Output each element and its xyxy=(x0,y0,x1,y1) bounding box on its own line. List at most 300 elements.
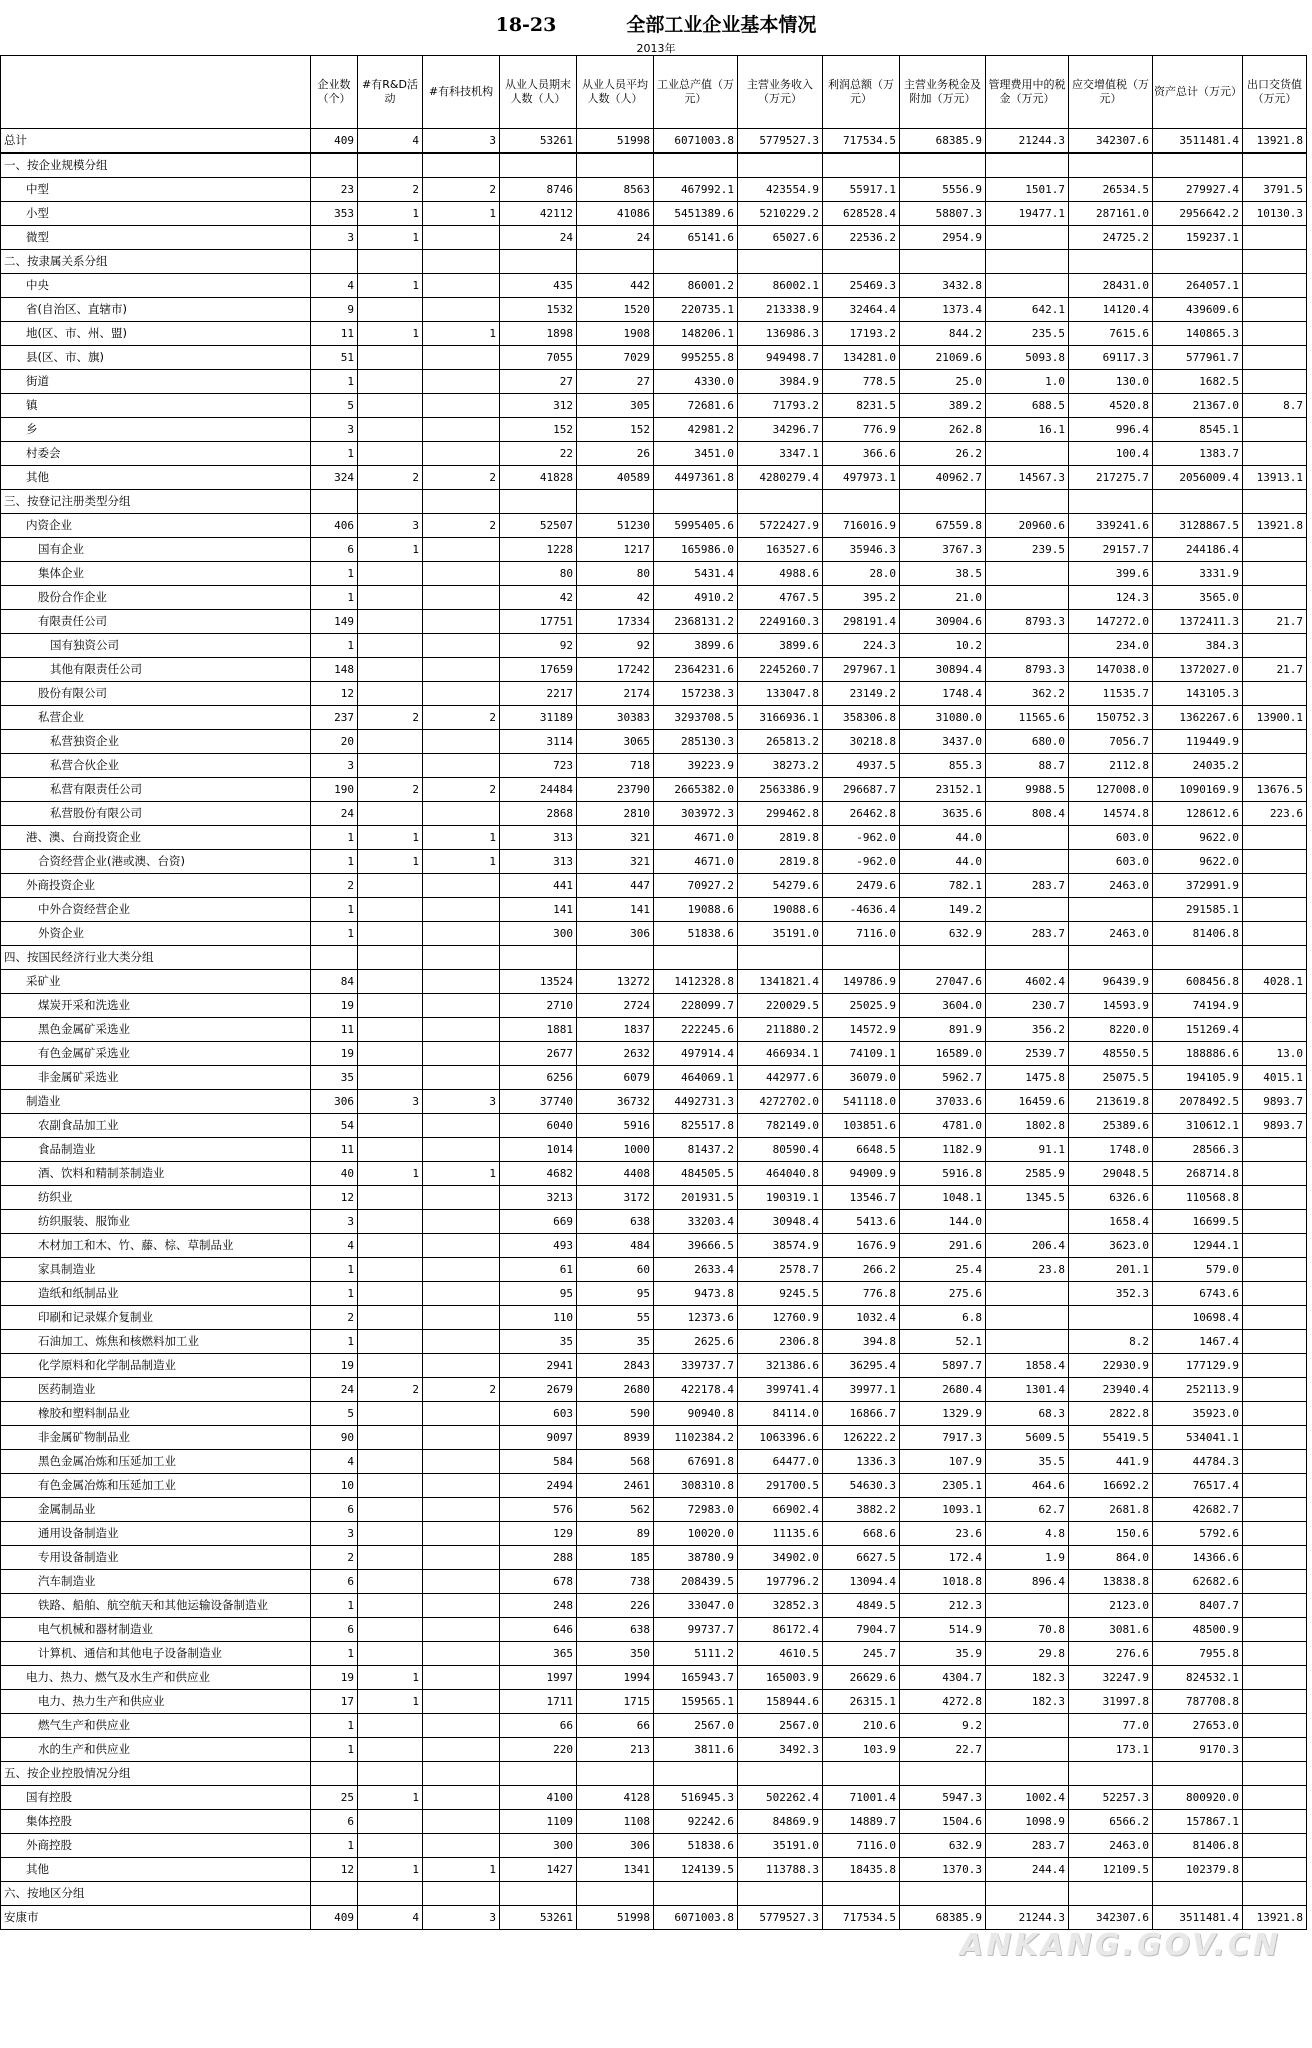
table-cell xyxy=(1153,1762,1243,1786)
table-cell: 152 xyxy=(577,418,654,442)
table-cell: 51998 xyxy=(577,1906,654,1930)
table-cell: 69117.3 xyxy=(1069,346,1153,370)
table-cell: 84 xyxy=(311,970,358,994)
table-cell: 64477.0 xyxy=(738,1450,823,1474)
table-cell: 16866.7 xyxy=(823,1402,900,1426)
table-row xyxy=(1,1186,1307,1210)
table-cell: 723 xyxy=(500,754,577,778)
table-cell xyxy=(1243,370,1307,394)
table-cell xyxy=(423,1330,500,1354)
page-title xyxy=(0,10,1312,37)
table-cell: 29157.7 xyxy=(1069,538,1153,562)
table-cell: 5995405.6 xyxy=(654,514,738,538)
table-cell: 22930.9 xyxy=(1069,1354,1153,1378)
table-cell: 7917.3 xyxy=(900,1426,986,1450)
table-cell: 776.9 xyxy=(823,418,900,442)
row-label: 中型 xyxy=(1,178,311,202)
table-cell: 4.8 xyxy=(986,1522,1069,1546)
table-cell: 4272702.0 xyxy=(738,1090,823,1114)
table-cell: 891.9 xyxy=(900,1018,986,1042)
table-cell: 466934.1 xyxy=(738,1042,823,1066)
row-label: 一、按企业规模分组 xyxy=(1,153,311,178)
table-cell xyxy=(358,1114,423,1138)
table-cell: 409 xyxy=(311,129,358,154)
table-cell xyxy=(823,250,900,274)
table-cell: 313 xyxy=(500,826,577,850)
table-cell: 399.6 xyxy=(1069,562,1153,586)
row-label: 合资经营企业(港或澳、台资) xyxy=(1,850,311,874)
table-cell: 1881 xyxy=(500,1018,577,1042)
table-cell: 1676.9 xyxy=(823,1234,900,1258)
table-cell xyxy=(577,1882,654,1906)
table-cell: 158944.6 xyxy=(738,1690,823,1714)
table-cell: 5916 xyxy=(577,1114,654,1138)
table-cell: 5556.9 xyxy=(900,178,986,202)
row-label: 制造业 xyxy=(1,1090,311,1114)
table-cell: 5451389.6 xyxy=(654,202,738,226)
table-cell xyxy=(1243,346,1307,370)
statistics-table xyxy=(0,55,1307,1930)
table-cell: 4028.1 xyxy=(1243,970,1307,994)
table-cell: 1373.4 xyxy=(900,298,986,322)
table-cell: 825517.8 xyxy=(654,1114,738,1138)
table-cell xyxy=(1243,250,1307,274)
row-label: 四、按国民经济行业大类分组 xyxy=(1,946,311,970)
table-cell: 568 xyxy=(577,1450,654,1474)
table-cell xyxy=(1243,730,1307,754)
table-cell xyxy=(423,1762,500,1786)
table-cell: 738 xyxy=(577,1570,654,1594)
table-cell: 283.7 xyxy=(986,1834,1069,1858)
table-cell: 26534.5 xyxy=(1069,178,1153,202)
table-cell: 152 xyxy=(500,418,577,442)
table-cell: 190319.1 xyxy=(738,1186,823,1210)
table-cell: 230.7 xyxy=(986,994,1069,1018)
row-label: 私营股份有限公司 xyxy=(1,802,311,826)
row-label: 总计 xyxy=(1,129,311,154)
table-row xyxy=(1,418,1307,442)
table-row xyxy=(1,538,1307,562)
table-cell: 30894.4 xyxy=(900,658,986,682)
table-cell xyxy=(1153,250,1243,274)
table-cell: 306 xyxy=(577,922,654,946)
year-label: 2013年 xyxy=(636,42,676,55)
table-cell: 80 xyxy=(577,562,654,586)
table-cell: 13900.1 xyxy=(1243,706,1307,730)
row-label: 农副食品加工业 xyxy=(1,1114,311,1138)
table-cell: 1014 xyxy=(500,1138,577,1162)
table-cell: 14366.6 xyxy=(1153,1546,1243,1570)
table-cell: 150752.3 xyxy=(1069,706,1153,730)
header-cell: #有科技机构 xyxy=(423,56,500,129)
table-cell: 291.6 xyxy=(900,1234,986,1258)
table-cell: 14567.3 xyxy=(986,466,1069,490)
table-cell: 6.8 xyxy=(900,1306,986,1330)
table-cell: 300 xyxy=(500,922,577,946)
table-cell: 86172.4 xyxy=(738,1618,823,1642)
table-cell: 366.6 xyxy=(823,442,900,466)
row-label: 中央 xyxy=(1,274,311,298)
table-cell: 1 xyxy=(358,274,423,298)
table-cell: 11 xyxy=(311,1018,358,1042)
table-cell: 5897.7 xyxy=(900,1354,986,1378)
table-cell: 21.0 xyxy=(900,586,986,610)
table-cell: 1032.4 xyxy=(823,1306,900,1330)
table-cell: 86002.1 xyxy=(738,274,823,298)
table-row xyxy=(1,1138,1307,1162)
table-row xyxy=(1,250,1307,274)
table-cell xyxy=(986,634,1069,658)
table-cell: 159237.1 xyxy=(1153,226,1243,250)
table-cell xyxy=(986,1594,1069,1618)
header-cell: 应交增值税（万元） xyxy=(1069,56,1153,129)
table-cell: 81437.2 xyxy=(654,1138,738,1162)
table-cell: 12 xyxy=(311,682,358,706)
row-label: 水的生产和供应业 xyxy=(1,1738,311,1762)
table-cell: 25389.6 xyxy=(1069,1114,1153,1138)
table-cell: 8793.3 xyxy=(986,610,1069,634)
table-cell xyxy=(358,1282,423,1306)
table-row xyxy=(1,1786,1307,1810)
table-cell: 32464.4 xyxy=(823,298,900,322)
table-cell: 6 xyxy=(311,538,358,562)
table-cell xyxy=(423,1594,500,1618)
header-row xyxy=(1,56,1307,129)
table-cell xyxy=(1243,1162,1307,1186)
table-cell: 66 xyxy=(500,1714,577,1738)
table-cell: 306 xyxy=(577,1834,654,1858)
table-cell: 8.2 xyxy=(1069,1330,1153,1354)
table-cell xyxy=(738,250,823,274)
table-cell: 484505.5 xyxy=(654,1162,738,1186)
row-label: 中外合资经营企业 xyxy=(1,898,311,922)
table-cell: 140865.3 xyxy=(1153,322,1243,346)
row-label: 村委会 xyxy=(1,442,311,466)
table-cell: 5609.5 xyxy=(986,1426,1069,1450)
table-cell: 312 xyxy=(500,394,577,418)
table-cell: 632.9 xyxy=(900,1834,986,1858)
table-cell xyxy=(358,418,423,442)
table-cell xyxy=(358,442,423,466)
table-cell xyxy=(577,153,654,178)
table-cell: 26462.8 xyxy=(823,802,900,826)
table-cell: 21.7 xyxy=(1243,610,1307,634)
table-row xyxy=(1,1882,1307,1906)
table-cell: 1475.8 xyxy=(986,1066,1069,1090)
table-cell: 12109.5 xyxy=(1069,1858,1153,1882)
table-cell xyxy=(423,1714,500,1738)
table-row xyxy=(1,658,1307,682)
table-cell xyxy=(358,1138,423,1162)
table-cell: 37740 xyxy=(500,1090,577,1114)
table-cell xyxy=(986,1330,1069,1354)
table-cell: 211880.2 xyxy=(738,1018,823,1042)
table-cell: 2 xyxy=(358,778,423,802)
table-cell: 2174 xyxy=(577,682,654,706)
table-cell: 1 xyxy=(358,1786,423,1810)
table-cell xyxy=(1243,322,1307,346)
table-cell: 30218.8 xyxy=(823,730,900,754)
table-cell: 1427 xyxy=(500,1858,577,1882)
table-cell: 2494 xyxy=(500,1474,577,1498)
table-cell: 23 xyxy=(311,178,358,202)
table-cell: 55 xyxy=(577,1306,654,1330)
table-cell: 1 xyxy=(358,850,423,874)
table-cell xyxy=(358,1258,423,1282)
table-cell xyxy=(358,1882,423,1906)
table-cell: 3128867.5 xyxy=(1153,514,1243,538)
table-cell xyxy=(1243,1594,1307,1618)
table-cell: 2563386.9 xyxy=(738,778,823,802)
table-cell: 1658.4 xyxy=(1069,1210,1153,1234)
table-cell xyxy=(1153,946,1243,970)
table-cell xyxy=(1243,1450,1307,1474)
table-cell: 632.9 xyxy=(900,922,986,946)
table-cell: 5779527.3 xyxy=(738,1906,823,1930)
table-cell: 13546.7 xyxy=(823,1186,900,1210)
table-cell: 949498.7 xyxy=(738,346,823,370)
table-cell: 2 xyxy=(423,514,500,538)
table-cell xyxy=(1243,274,1307,298)
table-cell: 3331.9 xyxy=(1153,562,1243,586)
table-row xyxy=(1,682,1307,706)
table-cell xyxy=(358,634,423,658)
row-label: 燃气生产和供应业 xyxy=(1,1714,311,1738)
table-cell xyxy=(986,226,1069,250)
table-row xyxy=(1,850,1307,874)
row-label: 化学原料和化学制品制造业 xyxy=(1,1354,311,1378)
table-cell: 149786.9 xyxy=(823,970,900,994)
table-cell: 287161.0 xyxy=(1069,202,1153,226)
table-cell: 35 xyxy=(577,1330,654,1354)
table-cell: 99737.7 xyxy=(654,1618,738,1642)
table-cell: 113788.3 xyxy=(738,1858,823,1882)
table-cell: 3604.0 xyxy=(900,994,986,1018)
table-cell: 1329.9 xyxy=(900,1402,986,1426)
table-cell: 1108 xyxy=(577,1810,654,1834)
table-cell: 1228 xyxy=(500,538,577,562)
table-cell: 126222.2 xyxy=(823,1426,900,1450)
table-cell: 2810 xyxy=(577,802,654,826)
table-cell: 628528.4 xyxy=(823,202,900,226)
table-cell: 32852.3 xyxy=(738,1594,823,1618)
table-cell: 13676.5 xyxy=(1243,778,1307,802)
table-cell xyxy=(423,898,500,922)
table-cell: 16692.2 xyxy=(1069,1474,1153,1498)
table-cell: 55917.1 xyxy=(823,178,900,202)
table-cell: 9622.0 xyxy=(1153,850,1243,874)
table-cell: 1504.6 xyxy=(900,1810,986,1834)
table-cell: 217275.7 xyxy=(1069,466,1153,490)
table-cell xyxy=(358,922,423,946)
table-cell: 1 xyxy=(358,1690,423,1714)
table-cell xyxy=(1243,1474,1307,1498)
table-row xyxy=(1,1306,1307,1330)
table-cell: 84869.9 xyxy=(738,1810,823,1834)
table-cell xyxy=(1153,153,1243,178)
table-cell xyxy=(1243,1330,1307,1354)
table-cell: 14889.7 xyxy=(823,1810,900,1834)
table-cell: 21244.3 xyxy=(986,1906,1069,1930)
table-cell xyxy=(358,1306,423,1330)
table-row xyxy=(1,298,1307,322)
table-cell: 7055 xyxy=(500,346,577,370)
row-label: 汽车制造业 xyxy=(1,1570,311,1594)
table-cell xyxy=(1243,1570,1307,1594)
table-cell: 128612.6 xyxy=(1153,802,1243,826)
table-cell xyxy=(654,1762,738,1786)
table-cell: 896.4 xyxy=(986,1570,1069,1594)
table-cell xyxy=(577,250,654,274)
table-cell: 86001.2 xyxy=(654,274,738,298)
table-cell: 603.0 xyxy=(1069,850,1153,874)
table-cell: 165986.0 xyxy=(654,538,738,562)
table-cell: -962.0 xyxy=(823,826,900,850)
table-cell: 11535.7 xyxy=(1069,682,1153,706)
table-cell: 74194.9 xyxy=(1153,994,1243,1018)
table-cell: 2 xyxy=(423,466,500,490)
table-cell: 70927.2 xyxy=(654,874,738,898)
table-cell: 283.7 xyxy=(986,874,1069,898)
table-cell: 35.5 xyxy=(986,1450,1069,1474)
table-cell: 279927.4 xyxy=(1153,178,1243,202)
table-cell: 422178.4 xyxy=(654,1378,738,1402)
table-cell xyxy=(1243,946,1307,970)
table-cell: 90940.8 xyxy=(654,1402,738,1426)
table-cell xyxy=(1243,442,1307,466)
table-cell xyxy=(1243,1690,1307,1714)
table-cell: 6 xyxy=(311,1570,358,1594)
table-cell: 1341 xyxy=(577,1858,654,1882)
table-cell: 646 xyxy=(500,1618,577,1642)
table-cell xyxy=(423,1426,500,1450)
table-cell: 4767.5 xyxy=(738,586,823,610)
table-cell: 2665382.0 xyxy=(654,778,738,802)
table-cell xyxy=(1243,298,1307,322)
table-cell: 3 xyxy=(423,1090,500,1114)
table-cell: 4272.8 xyxy=(900,1690,986,1714)
table-row xyxy=(1,1762,1307,1786)
table-cell: 38780.9 xyxy=(654,1546,738,1570)
table-cell: 300 xyxy=(500,1834,577,1858)
table-cell: 680.0 xyxy=(986,730,1069,754)
table-cell xyxy=(1153,490,1243,514)
table-cell: 590 xyxy=(577,1402,654,1426)
table-row xyxy=(1,178,1307,202)
table-cell: 1336.3 xyxy=(823,1450,900,1474)
table-cell: 8231.5 xyxy=(823,394,900,418)
table-cell xyxy=(1243,754,1307,778)
table-cell: 285130.3 xyxy=(654,730,738,754)
table-cell xyxy=(423,370,500,394)
table-cell: 2941 xyxy=(500,1354,577,1378)
table-cell: 107.9 xyxy=(900,1450,986,1474)
table-cell: 1.9 xyxy=(986,1546,1069,1570)
table-cell xyxy=(986,1282,1069,1306)
table-cell xyxy=(358,586,423,610)
table-cell: 2681.8 xyxy=(1069,1498,1153,1522)
table-cell: 124139.5 xyxy=(654,1858,738,1882)
table-cell: 74109.1 xyxy=(823,1042,900,1066)
table-cell: 130.0 xyxy=(1069,370,1153,394)
table-cell: 27 xyxy=(500,370,577,394)
table-cell: 9893.7 xyxy=(1243,1114,1307,1138)
table-cell: 23790 xyxy=(577,778,654,802)
table-cell: 35923.0 xyxy=(1153,1402,1243,1426)
table-cell xyxy=(358,298,423,322)
table-cell: 147272.0 xyxy=(1069,610,1153,634)
table-cell: 291585.1 xyxy=(1153,898,1243,922)
table-cell: 28566.3 xyxy=(1153,1138,1243,1162)
table-cell xyxy=(900,1762,986,1786)
table-cell: 2368131.2 xyxy=(654,610,738,634)
table-cell: 68385.9 xyxy=(900,1906,986,1930)
table-cell: 342307.6 xyxy=(1069,1906,1153,1930)
table-cell: 5792.6 xyxy=(1153,1522,1243,1546)
table-cell xyxy=(358,153,423,178)
table-cell xyxy=(358,730,423,754)
table-cell xyxy=(423,1018,500,1042)
table-cell: 493 xyxy=(500,1234,577,1258)
table-cell: 1 xyxy=(311,826,358,850)
table-cell xyxy=(423,1882,500,1906)
table-cell xyxy=(423,1450,500,1474)
table-cell xyxy=(986,1306,1069,1330)
table-cell: 19 xyxy=(311,1354,358,1378)
table-cell xyxy=(577,946,654,970)
table-cell xyxy=(311,490,358,514)
table-cell xyxy=(311,250,358,274)
table-cell: 51998 xyxy=(577,129,654,154)
table-cell: 603.0 xyxy=(1069,826,1153,850)
table-cell: 1370.3 xyxy=(900,1858,986,1882)
row-label: 三、按登记注册类型分组 xyxy=(1,490,311,514)
table-row xyxy=(1,826,1307,850)
row-label: 集体企业 xyxy=(1,562,311,586)
table-cell: 2123.0 xyxy=(1069,1594,1153,1618)
table-cell: 3623.0 xyxy=(1069,1234,1153,1258)
table-row xyxy=(1,586,1307,610)
table-cell: 48500.9 xyxy=(1153,1618,1243,1642)
table-cell: 95 xyxy=(577,1282,654,1306)
table-cell: 9245.5 xyxy=(738,1282,823,1306)
table-cell: 16459.6 xyxy=(986,1090,1069,1114)
table-row xyxy=(1,610,1307,634)
row-label: 造纸和纸制品业 xyxy=(1,1282,311,1306)
table-cell: 129 xyxy=(500,1522,577,1546)
table-cell xyxy=(1243,1018,1307,1042)
table-cell: 17193.2 xyxy=(823,322,900,346)
table-cell: 1 xyxy=(311,586,358,610)
table-cell: 141 xyxy=(500,898,577,922)
table-row xyxy=(1,153,1307,178)
table-cell xyxy=(500,946,577,970)
table-cell: 1748.4 xyxy=(900,682,986,706)
table-cell: 58807.3 xyxy=(900,202,986,226)
table-cell: 81406.8 xyxy=(1153,922,1243,946)
table-cell: 669 xyxy=(500,1210,577,1234)
table-cell xyxy=(358,1402,423,1426)
table-cell: 3 xyxy=(358,1090,423,1114)
table-cell: 16699.5 xyxy=(1153,1210,1243,1234)
table-cell xyxy=(1243,1546,1307,1570)
table-cell: 3432.8 xyxy=(900,274,986,298)
table-cell: 467992.1 xyxy=(654,178,738,202)
table-cell: 6326.6 xyxy=(1069,1186,1153,1210)
table-cell: 3293708.5 xyxy=(654,706,738,730)
table-cell: 66 xyxy=(577,1714,654,1738)
table-cell: 103.9 xyxy=(823,1738,900,1762)
